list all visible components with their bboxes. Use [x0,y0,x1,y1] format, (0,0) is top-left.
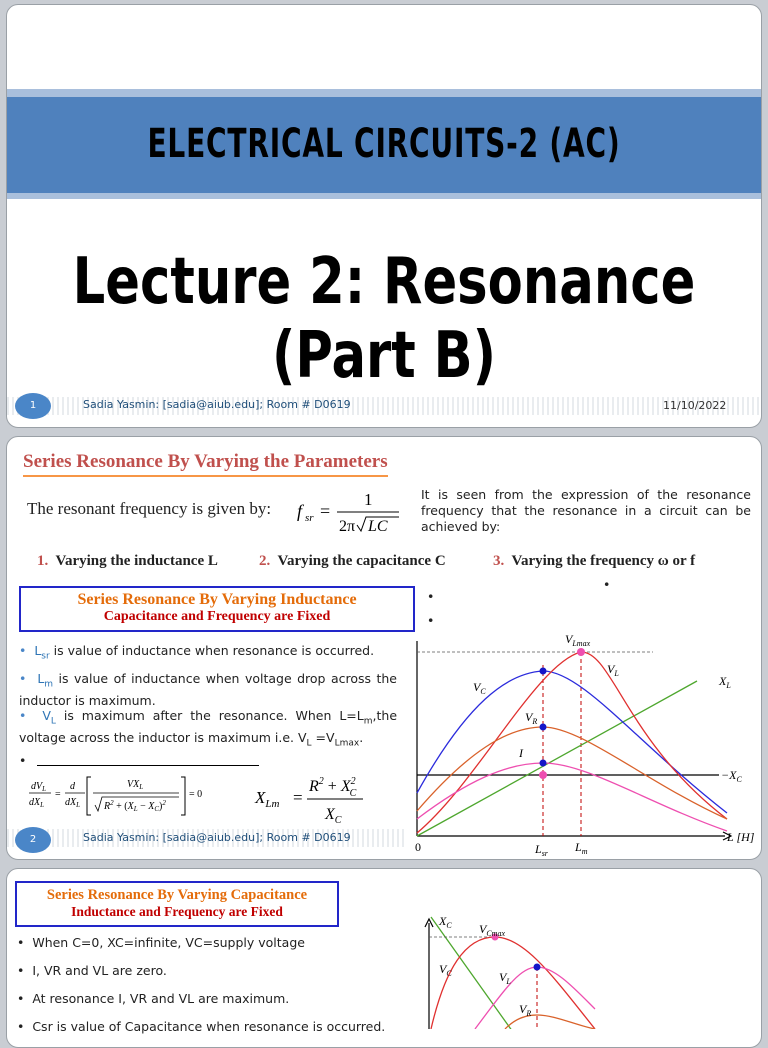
method-1-num: 1. [37,553,49,569]
svg-text:sr: sr [305,512,314,524]
title-band-bottom [7,193,761,199]
cap-label-vcmax: $V_{Cmax}$ [479,922,506,938]
footer-text: Sadia Yasmin: [sadia@aiub.edu]; Room # D0619 [83,831,351,844]
label-vl: $V_L$ [607,662,619,678]
side-description: It is seen from the expression of the resonance frequency that the resonance in a circuit can be achieved by: [421,487,751,534]
svg-text:VXL: $VX_L$ [127,779,144,791]
vr-curve [417,727,727,819]
bullet-lm-sub: m [44,679,54,690]
vr-peak-dot [540,724,547,731]
inductance-box-title: Series Resonance By Varying Inductance [77,591,357,608]
cap-label-vl: $V_L$ [499,970,511,986]
lecture-title: Lecture 2: Resonance (Part B) [72,245,696,393]
bullet-vl-tail: ,the voltage across the inductor is maximum i.e. V [19,708,398,745]
cap-vr-curve [505,1015,595,1029]
method-2-num: 2. [259,553,271,569]
course-title: ELECTRICAL CIRCUITS-2 (AC) [147,121,621,167]
svg-text:dXL: $dX_L$ [65,797,81,809]
capacitance-box-title: Series Resonance By Varying Capacitance [46,887,308,903]
svg-text:=: = [55,789,61,800]
label-lsr: $L_{sr}$ [535,842,548,857]
inductance-box [19,586,415,632]
bullet-lsr-text: is value of inductance when resonance is occurred. [49,643,375,658]
label-x-axis: L [H] [727,830,755,844]
label-i: I [519,746,523,760]
cap-label-vc: $V_C$ [439,962,452,978]
cap-label-vr: $V_R$ [519,1002,532,1018]
slide-3 [6,868,762,1048]
cap-label-xc: $X_C$ [439,914,452,930]
derivative-formula [29,773,219,821]
svg-text:=: = [320,501,331,521]
footer-text: Sadia Yasmin: [sadia@aiub.edu]; Room # D0619 [83,398,351,411]
label-origin: 0 [415,840,421,854]
slide-2 [6,436,762,860]
label-xl: $X_L$ [719,674,731,690]
i-curve [417,763,727,831]
vl-curve [417,652,727,833]
cap-bullet-4: • Csr is value of Capacitance when resonance is occurred. [17,1019,386,1034]
svg-text:f: f [297,501,303,521]
empty-bullet-1: • [427,589,435,604]
vc-curve [417,671,727,813]
svg-text:dVL: $dV_L$ [31,781,47,793]
method-3-label: Varying the frequency ω or f [511,553,696,569]
svg-text:LC: LC [368,518,388,535]
vc-peak-dot [540,668,547,675]
i-peak-dot [540,760,547,767]
slide-heading: Series Resonance By Varying the Parameters [23,451,388,477]
method-2-label: Varying the capacitance C [277,553,446,569]
label-vlmax: $V_{Lmax}$ [565,633,591,648]
cap-vl-dot [534,964,541,971]
method-1 [37,553,218,569]
cap-bullet-3: • At resonance I, VR and VL are maximum. [17,991,290,1006]
svg-text:R2 + (XL − XC)2: $R^2 + (X_L - X_C)^2$ [104,799,166,813]
capacitance-box-subtitle: Inductance and Frequency are Fixed [71,904,283,919]
svg-text:XLm: $X_{Lm}$ [255,788,280,810]
empty-bullet-3: • [603,577,611,592]
svg-text:d: d [70,781,75,792]
method-3 [493,553,695,569]
bullet-vl-sub: L [50,716,56,727]
inductance-box-subtitle: Capacitance and Frequency are Fixed [103,609,331,624]
svg-text:1: 1 [364,490,373,509]
resonance-dot [539,771,547,779]
svg-text:= 0: = 0 [189,789,203,800]
method-3-num: 3. [493,553,505,569]
capacitance-resonance-graph [415,909,605,1029]
bullet-vl: • $V_L$ is maximum after the resonance. When $L=L_m,the$ voltage across the inductor is maximum i.e. $V_L =V_{Lmax}$. [19,708,398,748]
slide-1 [6,4,762,428]
svg-text:=: = [293,788,303,807]
method-1-label: Varying the inductance L [55,553,218,569]
capacitance-box [15,881,339,927]
method-2 [259,553,446,569]
svg-text:dXL: $dX_L$ [29,797,45,809]
footer-date: 11/10/2022 [663,399,727,412]
title-band-top [7,89,761,97]
label-lm: $L_m$ [575,840,588,856]
cap-vl-curve [475,967,595,1029]
svg-text:XC: $X_C$ [325,806,342,826]
empty-bullet-4: • [19,753,27,768]
page-number: 1 [15,393,51,419]
page-number: 2 [15,827,51,853]
cap-bullet-1: • When C=0, XC=infinite, VC=supply voltage [17,935,305,950]
vlmax-dot [577,648,585,656]
xlm-formula [251,769,381,827]
inductance-resonance-graph [407,633,759,857]
bullet-vl-text: is maximum after the resonance. When L=L [55,708,364,723]
empty-bullet-2: • [427,613,435,628]
formula-intro: The resonant frequency is given by: [27,499,272,518]
label-vr: $V_R$ [525,710,538,726]
bullet-lm-text: is value of inductance when voltage drop across the inductor is maximum. [19,671,397,708]
label-xc: $-X_C$ [721,768,742,784]
cap-bullet-2: • I, VR and VL are zero. [17,963,167,978]
svg-text:2π: 2π [339,518,356,535]
xl-curve [417,681,697,836]
svg-text:R2 + X2C: $R^2 + X^2$ C [309,776,357,799]
label-vc: $V_C$ [473,680,486,696]
bullet-lm: • $L_m$ is value of inductance when voltage drop across the inductor is maximum. [19,671,397,708]
bullet-lsr: • $L_{sr}$ is value of inductance when resonance is occurred. [19,643,375,662]
blank-underline [37,765,259,766]
bullet-lsr-sub: sr [41,651,50,662]
resonant-frequency-formula [295,485,405,537]
